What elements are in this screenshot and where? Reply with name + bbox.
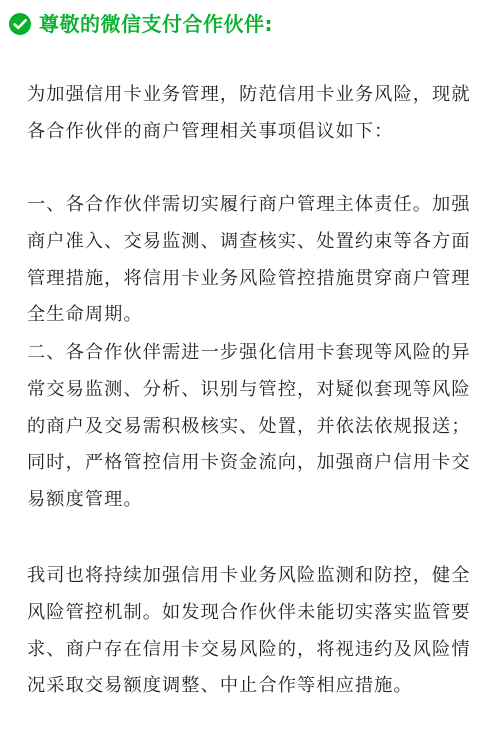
item-one-paragraph: 一、各合作伙伴需切实履行商户管理主体责任。加强商户准入、交易监测、调查核实、处置约束等各方面管理措施，将信用卡业务风险管控措施贯穿商户管理全生命周期。 bbox=[27, 194, 471, 326]
check-circle-icon bbox=[8, 12, 32, 36]
item-two-paragraph: 二、各合作伙伴需进一步强化信用卡套现等风险的异常交易监测、分析、识别与管控，对疑似套现等风险的商户及交易需积极核实、处置，并依法依规报送；同时，严格管控信用卡资金流向，加强商户信用卡交易额度管理。 bbox=[27, 342, 471, 511]
closing-paragraph: 我司也将持续加强信用卡业务风险监测和防控，健全风险管控机制。如发现合作伙伴未能切实落实监管要求、商户存在信用卡交易风险的，将视违约及风险情况采取交易额度调整、中止合作等相应措施。 bbox=[27, 565, 471, 697]
intro-paragraph: 为加强信用卡业务管理，防范信用卡业务风险，现就各合作伙伴的商户管理相关事项倡议如下： bbox=[27, 84, 471, 142]
notice-title: 尊敬的微信支付合作伙伴: bbox=[39, 12, 273, 36]
notice-header bbox=[8, 9, 273, 39]
